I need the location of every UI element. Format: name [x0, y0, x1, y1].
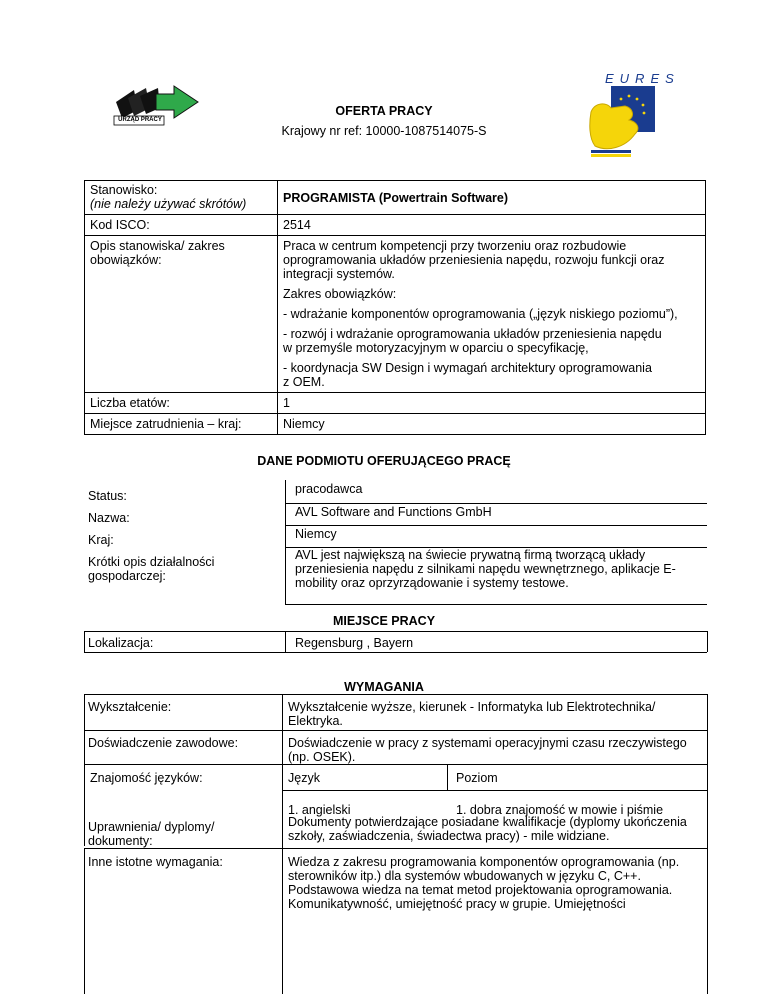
education-value: Wykształcenie wyższe, kierunek - Informatyka lub Elektrotechnika/ Elektryka.: [288, 700, 656, 728]
other-value: Wiedza z zakresu programowania komponentów oprogramowania (np. sterowników itp.) dla systemów wbudowanych w języku C, C++. Podstawowa wiedza na temat metod projektowania oprogramowania. Komunikatywność, umiejętność pracy w grupie. Umiejętności: [288, 855, 680, 911]
employer-country-value: Niemcy: [295, 527, 337, 541]
country-value: Niemcy: [278, 414, 706, 435]
position-note: (nie należy używać skrótów): [90, 197, 247, 211]
description-p1: Praca w centrum kompetencji przy tworzeniu oraz rozbudowie oprogramowania układów przeniesienia napędu, rozwoju funkcji oraz integracji systemów.: [283, 239, 665, 281]
activity-label: Krótki opis działalności gospodarczej:: [88, 555, 215, 583]
employer-line: [285, 503, 707, 504]
table-row: [85, 236, 706, 393]
description-p5b: z OEM.: [283, 375, 325, 389]
description-p4b: w przemyśle motoryzacyjnym w oparciu o specyfikację,: [283, 341, 589, 355]
other-label: Inne istotne wymagania:: [88, 855, 223, 869]
req-line: [84, 730, 708, 731]
employer-line: [285, 525, 707, 526]
workplace-line: [84, 631, 707, 632]
description-cell: [278, 236, 706, 393]
status-value: pracodawca: [295, 482, 363, 496]
table-row: [85, 215, 706, 236]
req-line: [84, 848, 708, 849]
count-label: Liczba etatów:: [85, 393, 278, 414]
workplace-divider: [285, 631, 286, 652]
eures-text: EURES: [605, 71, 680, 86]
employer-heading: DANE PODMIOTU OFERUJĄCEGO PRACĘ: [257, 454, 511, 468]
level-col-header: Poziom: [456, 771, 498, 785]
permits-value: Dokumenty potwierdzające posiadane kwalifikacje (dyplomy ukończenia szkoły, zaświadczenia, świadectwa pracy) - mile widziane.: [288, 815, 687, 843]
experience-value: Doświadczenie w pracy z systemami operacyjnymi czasu rzeczywistego (np. OSEK).: [288, 736, 687, 764]
country-label: Miejsce zatrudnienia – kraj:: [85, 414, 278, 435]
position-value: PROGRAMISTA (Powertrain Software): [278, 181, 706, 215]
logo-left-text: URZĄD PRACY: [118, 117, 162, 123]
name-label: Nazwa:: [88, 511, 130, 525]
count-value: 1: [278, 393, 706, 414]
requirements-heading: WYMAGANIA: [344, 680, 424, 694]
req-line: [84, 694, 708, 695]
workplace-line: [84, 652, 707, 653]
education-label: Wykształcenie:: [88, 700, 172, 714]
location-value: Regensburg , Bayern: [295, 636, 414, 650]
language-col-header: Język: [288, 771, 320, 785]
job-table: [84, 180, 706, 435]
table-row: [85, 414, 706, 435]
position-label: Stanowisko:: [90, 183, 158, 197]
location-label: Lokalizacja:: [88, 636, 154, 650]
description-p5a: - koordynacja SW Design i wymagań architektury oprogramowania: [283, 361, 652, 375]
isco-value: 2514: [278, 215, 706, 236]
employer-country-label: Kraj:: [88, 533, 114, 547]
activity-value: AVL jest największą na świecie prywatną firmą tworzącą układy przeniesienia napędu z silnikami napędu wewnętrznego, aplikacje E-mobility oraz oprzyrządowanie i systemy testowe.: [295, 548, 676, 590]
workplace-divider: [84, 631, 85, 652]
table-row: [85, 393, 706, 414]
workplace-heading: MIEJSCE PRACY: [332, 614, 436, 628]
req-line: [282, 790, 708, 791]
req-divider: [84, 848, 85, 994]
description-label: Opis stanowiska/ zakres obowiązków:: [85, 236, 278, 393]
workplace-divider: [707, 631, 708, 652]
description-p4a: - rozwój i wdrażanie oprogramowania układów przeniesienia napędu: [283, 327, 662, 341]
req-divider: [447, 764, 448, 790]
employer-divider: [285, 480, 286, 604]
language-row-lang: 1. angielski: [288, 803, 351, 817]
language-row-level: 1. dobra znajomość w mowie i piśmie: [456, 803, 664, 817]
req-divider: [707, 694, 708, 994]
reference-number: Krajowy nr ref: 10000-1087514075-S: [281, 124, 487, 138]
status-label: Status:: [88, 489, 127, 503]
req-divider: [84, 694, 85, 846]
employer-line: [285, 604, 707, 605]
languages-label: Znajomość języków:: [90, 771, 203, 785]
isco-label: Kod ISCO:: [85, 215, 278, 236]
req-divider: [282, 694, 283, 994]
name-value: AVL Software and Functions GmbH: [295, 505, 492, 519]
req-line: [84, 764, 708, 765]
table-row: [85, 181, 706, 215]
page-title: OFERTA PRACY: [335, 104, 433, 118]
position-label-cell: [85, 181, 278, 215]
description-p3: - wdrażanie komponentów oprogramowania („język niskiego poziomu”),: [283, 307, 678, 321]
permits-label: Uprawnienia/ dyplomy/ dokumenty:: [88, 820, 215, 848]
description-p2: Zakres obowiązków:: [283, 287, 397, 301]
experience-label: Doświadczenie zawodowe:: [88, 736, 239, 750]
